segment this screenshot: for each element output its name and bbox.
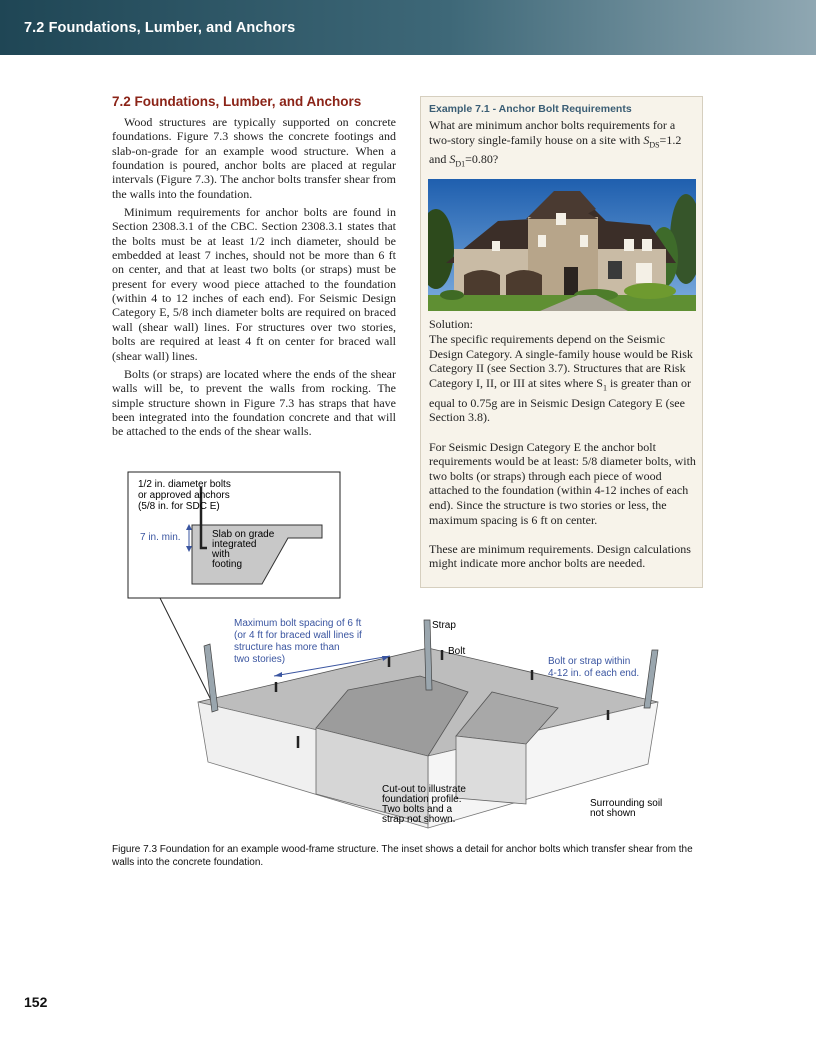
cutout-label-3: Two bolts and a (382, 804, 453, 815)
strap-right (644, 650, 658, 708)
figure-caption: Figure 7.3 Foundation for an example wood-frame structure. The inset shows a detail for anchor bolts which transfer shear from the walls into the concrete foundation. (112, 844, 693, 868)
spacing-label-3: structure has more than (234, 642, 340, 653)
inset-embed-label: 7 in. min. (140, 532, 181, 543)
within-label-1: Bolt or strap within (548, 656, 631, 667)
spacing-label-2: (or 4 ft for braced wall lines if (234, 630, 362, 641)
solution-paragraph-2: For Seismic Design Category E the anchor bolt requirements would be at least: 5/8 diameter bolts, with two bolts (or straps) through each piece of wood attached to the foundation (within 4-12 inches of each end). Since the structure is two stories or less, the maximum spacing is 6 ft on center. (429, 439, 696, 527)
s1-symbol: S (596, 375, 603, 390)
chapter-title: 7.2 Foundations, Lumber, and Anchors (24, 20, 296, 36)
chapter-banner (0, 0, 816, 55)
question-lead: What are minimum anchor bolts requirements for a two-story single-family house on a site with (429, 118, 676, 147)
solution-p1-b: is greater than or equal to 0.75g are in Seismic Design Category E (see Section 3.8). (429, 375, 691, 425)
spacing-label-1: Maximum bolt spacing of 6 ft (234, 618, 362, 629)
inset-bolt-label-1: 1/2 in. diameter bolts (138, 479, 231, 490)
inset-slab-label-1: Slab on grade (212, 529, 275, 540)
page-number: 152 (24, 994, 48, 1010)
cutout-label-2: foundation profile. (382, 794, 462, 805)
paragraph-1: Wood structures are typically supported on concrete foundations. Figure 7.3 shows the concrete footings and slab-on-grade for an example wood structure. When a foundation is poured, anchor bolts are placed at regular intervals (Figure 7.3). The anchor bolts transfer shear from the walls into the foundation. (112, 115, 396, 201)
paragraph-3: Bolts (or straps) are located where the ends of the shear walls will be, to prevent the walls from rocking. The simple structure shown in Figure 7.3 has straps that have been integrated into the foundation concrete and that will be attached to the ends of the shear walls. (112, 366, 396, 439)
paragraph-2: Minimum requirements for anchor bolts are found in Section 2308.3.1 of the CBC. Section 2308.3.1 states that the bolts must be at least 1/2 inch diameter, should be embedded at least 7 inches, should not be more than 6 ft on center, and that at least two bolts (or straps) must be present for every wood piece attached to the foundation (within 4 to 12 inches of each end). For Seismic Design Category E, 5/8 inch diameter bolts are required on braced wall (shear wall) lines. For structures over two stories, bolts are required at least 4 ft on center for braced wall (shear wall) lines. (112, 205, 396, 363)
example-question (429, 118, 699, 172)
sds-value: =1.2 and (429, 133, 682, 167)
soil-label-1: Surrounding soil (590, 798, 663, 809)
house-photo (428, 179, 696, 311)
sd1-symbol: S (449, 152, 456, 167)
body-text (112, 115, 396, 443)
solution-paragraph-3: These are minimum requirements. Design calculations might indicate more anchor bolts are needed. (429, 541, 691, 571)
example-title: Example 7.1 - Anchor Bolt Requirements (429, 103, 632, 115)
strap-label: Strap (432, 620, 456, 631)
cutout-label-4: strap not shown. (382, 814, 456, 825)
inset-bolt-label-2: or approved anchors (138, 490, 230, 501)
foundation-figure (110, 464, 710, 834)
s1-subscript: 1 (602, 383, 607, 393)
sds-symbol: S (643, 133, 650, 147)
within-label-2: 4-12 in. of each end. (548, 668, 640, 679)
inset-slab-label-4: footing (212, 559, 243, 570)
cutout-label-1: Cut-out to illustrate (382, 784, 466, 795)
bolt-label: Bolt (448, 646, 466, 657)
solution-label: Solution: (429, 317, 474, 331)
spacing-label-4: two stories) (234, 654, 286, 665)
solution-paragraph-1 (429, 332, 699, 425)
sds-subscript: DS (649, 140, 660, 150)
inset-slab-label-2: integrated (212, 539, 257, 550)
section-heading: 7.2 Foundations, Lumber, and Anchors (112, 94, 362, 109)
sd1-value: =0.80? (465, 152, 499, 167)
soil-label-2: not shown (590, 808, 636, 819)
inset-slab-label-3: with (212, 549, 230, 560)
inset-bolt-label-3: (5/8 in. for SDC E) (138, 501, 220, 512)
solution-p1-a: The specific requirements depend on the Seismic Design Category. A single-family house would be Risk Category II (see Section 3.7). Structures that are Risk Category I, II, or III at sites where (429, 332, 693, 390)
sd1-subscript: D1 (455, 159, 466, 169)
